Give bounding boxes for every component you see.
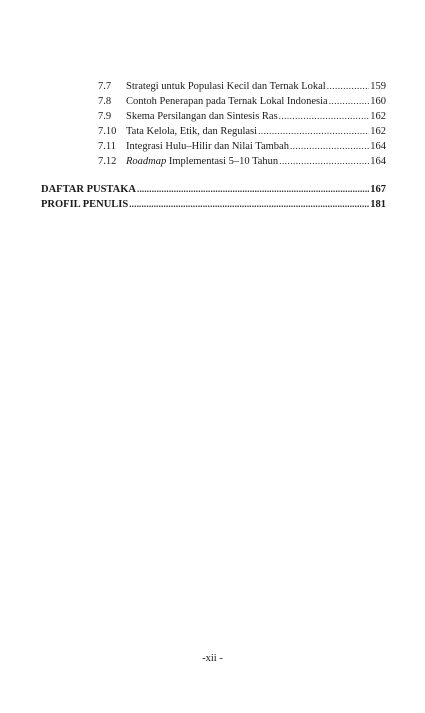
toc-entry-number: 7.12: [98, 156, 117, 167]
dot-leader: [329, 95, 370, 108]
toc-entry-title: Integrasi Hulu–Hilir dan Nilai Tambah: [126, 141, 289, 152]
toc-entry-title: Contoh Penerapan pada Ternak Lokal Indonesia: [126, 96, 328, 107]
toc-entry-page: 164: [370, 141, 386, 152]
toc-entry-number: 7.10: [98, 126, 117, 137]
toc-entry-page: 181: [370, 199, 386, 210]
toc-entry-number: 7.11: [98, 141, 116, 152]
toc-entry-number: 7.7: [98, 81, 112, 92]
toc-entry-title-rest: Implementasi 5–10 Tahun: [166, 156, 279, 167]
dot-leader: [258, 125, 369, 138]
dot-leader: [279, 110, 370, 123]
toc-entry-title-italic: Roadmap: [126, 156, 167, 167]
toc-entry-7-10: [98, 125, 386, 138]
toc-entry-title: [126, 155, 278, 168]
page-number: -xii -: [202, 653, 223, 664]
dot-leader: [290, 140, 369, 153]
toc-entry-number: 7.9: [98, 111, 112, 122]
dot-leader: [137, 183, 369, 196]
toc-entry-profil-penulis: [41, 198, 386, 211]
dot-leader: [279, 155, 369, 168]
toc-entry-page: 159: [370, 81, 386, 92]
dot-leader: [327, 80, 370, 93]
toc-entry-title: Skema Persilangan dan Sintesis Ras: [126, 111, 278, 122]
toc-entry-page: 162: [370, 126, 386, 137]
toc-entry-daftar-pustaka: [41, 183, 386, 196]
toc-entry-page: 160: [370, 96, 386, 107]
toc-entry-7-9: [98, 110, 386, 123]
toc-entry-page: 167: [370, 184, 386, 195]
toc-entry-title: DAFTAR PUSTAKA: [41, 184, 136, 195]
toc-entry-page: 164: [370, 156, 386, 167]
toc-entry-title: Tata Kelola, Etik, dan Regulasi: [126, 126, 258, 137]
toc-entry-7-7: [98, 80, 386, 93]
toc-entry-7-11: [98, 140, 386, 153]
toc-entry-7-8: [98, 95, 386, 108]
toc-entry-7-12: [98, 155, 386, 168]
toc-entry-title: Strategi untuk Populasi Kecil dan Ternak Lokal: [126, 81, 326, 92]
toc-entry-page: 162: [370, 111, 386, 122]
toc-entry-number: 7.8: [98, 96, 112, 107]
toc-entry-title: PROFIL PENULIS: [41, 199, 129, 210]
dot-leader: [129, 198, 369, 211]
